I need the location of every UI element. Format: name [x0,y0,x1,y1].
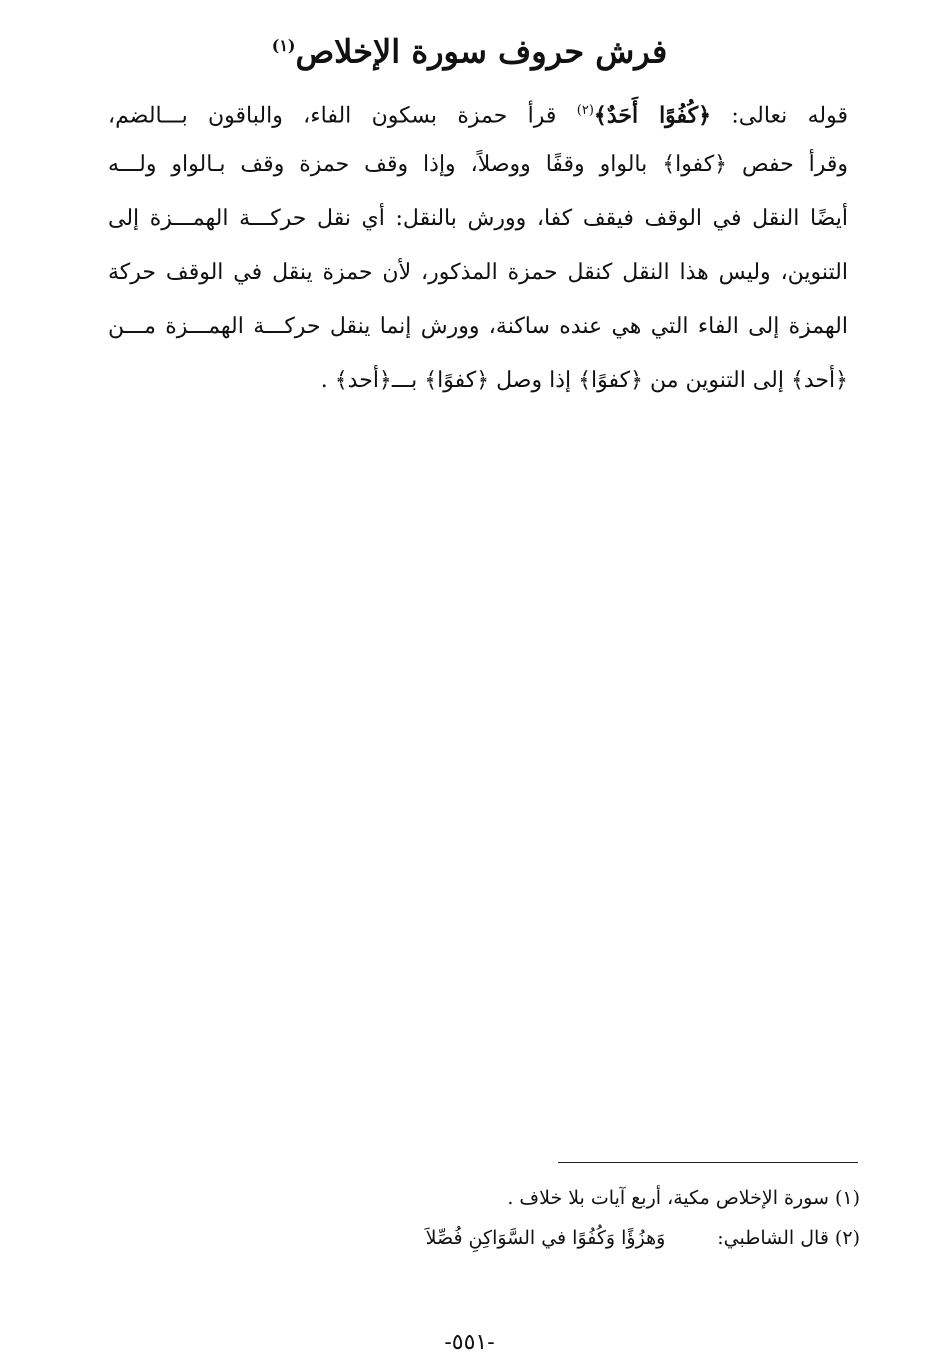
footnote-divider [558,1162,858,1163]
footnotes [340,1178,860,1258]
footnote-2 [340,1218,860,1258]
quran-citation: ﴿كُفُوًا أَحَدٌ﴾ [593,102,712,129]
body-line-4: التنوين، وليس هذا النقل كنقل حمزة المذكور، لأن حمزة ينقل في الوقف حركة [108,260,848,285]
footnote-2-verse: وَهزُؤًا وَكُفُوًا في السَّوَاكِنِ فُصِّلاَ [425,1227,666,1249]
body-line-2: وقرأ حفص ﴿كفوا﴾ بالواو وقفًا ووصلاً، وإذا وقف حمزة وقف بـالواو ولـــه [108,152,848,177]
footnote-ref-2: (٢) [576,103,594,118]
footnote-1: (١) سورة الإخلاص مكية، أربع آيات بلا خلاف . [507,1187,860,1209]
footnote-2-label: (٢) قال الشاطبي: [717,1227,860,1249]
body-text [108,84,848,408]
body-line-5: الهمزة إلى الفاء التي هي عنده ساكنة، وورش إنما ينقل حركـــة الهمـــزة مـــن [108,314,848,339]
title-text: فرش حروف سورة الإخلاص [295,32,668,71]
page-number: -٥٥١- [444,1330,495,1355]
body-line-1 [108,84,848,138]
body-line-6: ﴿أحد﴾ إلى التنوين من ﴿كفوًا﴾ إذا وصل ﴿كفوًا﴾ بـــ﴿أحد﴾ . [320,368,848,393]
title-footnote-ref: (١) [271,36,296,55]
page-title [0,22,939,76]
body-line-3: أيضًا النقل في الوقف فيقف كفا، وورش بالنقل: أي نقل حركـــة الهمـــزة إلى [108,206,848,231]
line1-intro: قوله نعالى: [711,103,848,129]
line1-rest: قرأ حمزة بسكون الفاء، والباقون بـــالضم، [108,103,577,129]
